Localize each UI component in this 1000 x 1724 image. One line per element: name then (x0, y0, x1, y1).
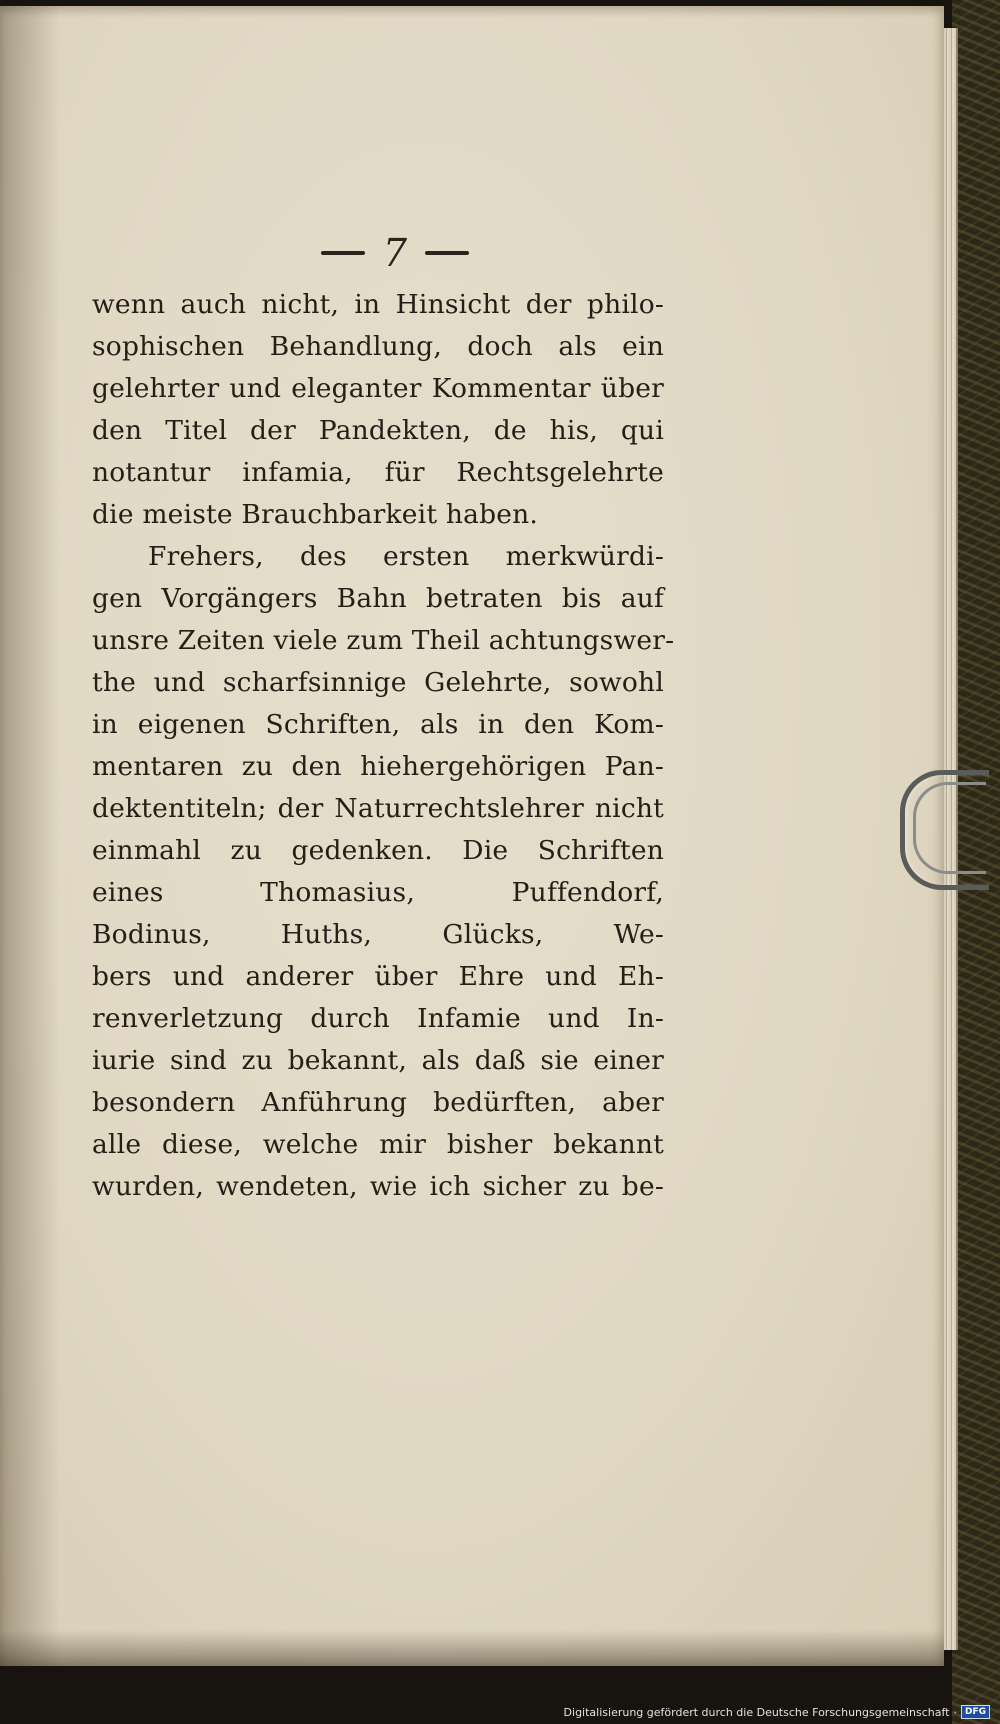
page-number-dash-right (425, 251, 469, 255)
dfg-logo: DFG (961, 1705, 990, 1719)
text-line: die meiste Brauchbarkeit haben. (92, 499, 539, 530)
gutter-shadow (0, 6, 60, 1666)
credit-text: Digitalisierung gefördert durch die Deutsche Forschungsgemeinschaft (563, 1705, 950, 1719)
text-line: besondern Anführung bedürften, aber (92, 1087, 664, 1118)
text-line: gen Vorgängers Bahn betraten bis auf (92, 583, 664, 614)
paper-clip-inner-loop (913, 782, 986, 874)
bottom-shadow (0, 1630, 944, 1666)
text-line: mentaren zu den hiehergehörigen Pan- (92, 751, 664, 782)
page-number-dash-left (321, 251, 365, 255)
text-line: the und scharfsinnige Gelehrte, sowohl (92, 667, 664, 698)
page-number-value: 7 (382, 231, 408, 275)
text-line: den Titel der Pandekten, de his, qui (92, 415, 664, 446)
text-line: alle diese, welche mir bisher bekannt (92, 1129, 664, 1160)
text-line: bers und anderer über Ehre und Eh- (92, 961, 664, 992)
text-line: Frehers, des ersten merkwürdi- (148, 541, 664, 572)
digitization-credit: Digitalisierung gefördert durch die Deutsche Forschungsgemeinschaft · DFG (564, 1705, 990, 1719)
text-line: wenn auch nicht, in Hinsicht der philo- (92, 289, 664, 320)
text-line: renverletzung durch Infamie und In- (92, 1003, 664, 1034)
text-line: gelehrter und eleganter Kommentar über (92, 373, 664, 404)
text-line: eines Thomasius, Puffendorf, (92, 877, 664, 908)
text-line: notantur infamia, für Rechtsgelehrte (92, 457, 664, 488)
text-line: sophischen Behandlung, doch als ein (92, 331, 664, 362)
text-line: Bodinus, Huths, Glücks, We- (92, 919, 664, 950)
page-number (290, 231, 500, 275)
text-line: unsre Zeiten viele zum Theil achtungswer- (92, 625, 675, 656)
text-line: dektentiteln; der Naturrechtslehrer nicht (92, 793, 664, 824)
text-line: einmahl zu gedenken. Die Schriften (92, 835, 664, 866)
body-text (92, 284, 675, 1208)
text-line: iurie sind zu bekannt, als daß sie einer (92, 1045, 664, 1076)
text-line: wurden, wendeten, wie ich sicher zu be- (92, 1171, 664, 1202)
book-page (0, 6, 944, 1666)
text-line: in eigenen Schriften, als in den Kom- (92, 709, 664, 740)
